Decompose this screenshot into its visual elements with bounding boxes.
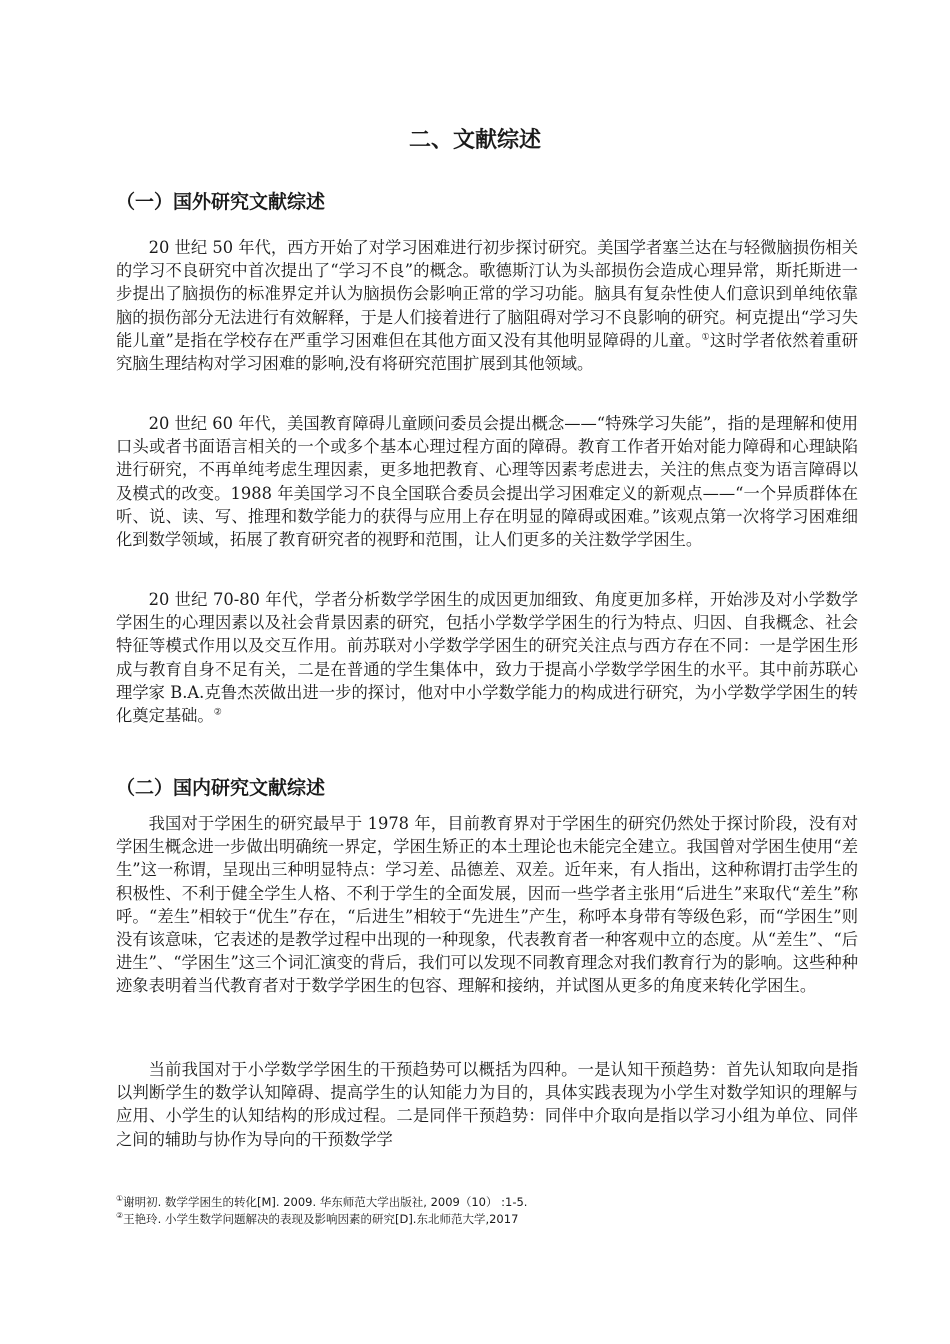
paragraph (116, 236, 858, 375)
paragraph: 我国对于学困生的研究最早于 1978 年，目前教育界对于学困生的研究仍然处于探讨阶段，没有对学困生概念进一步做出明确统一界定，学困生矫正的本土理论也未能完全建立。我国曾对学困生使用“差生”这一称谓，呈现出三种明显特点：学习差、品德差、双差。近年来，有人指出，这种称谓打击学生的积极性、不利于健全学生人格、不利于学生的全面发展，因而一些学者主张用“后进生”来取代“差生”称呼。“差生”相较于“优生”存在，“后进生”相较于“先进生”产生，称呼本身带有等级色彩，而“学困生”则没有该意味，它表述的是教学过程中出现的一种现象，代表教育者一种客观中立的态度。从“差生”、“后进生”、“学困生”这三个词汇演变的背后，我们可以发现不同教育理念对我们教育行为的影响。这些种种迹象表明着当代教育者对于数学学困生的包容、理解和接纳，并试图从更多的角度来转化学困生。 (116, 814, 858, 996)
section-heading-domestic: （二）国内研究文献综述 (116, 777, 326, 799)
paragraph-text: 20 世纪 70-80 年代，学者分析数学学困生的成因更加细致、角度更加多样，开始涉及对小学数学学困生的心理因素以及社会背景因素的研究，包括小学数学学困生的行为特点、归因、自我概念、社会特征等模式作用以及交互作用。前苏联对小学数学学困生的研究关注点与西方存在不同：一是学困生形成与教育自身不足有关，二是在普通的学生集体中，致力于提高小学数学学困生的水平。其中前苏联心理学家 B.A.克鲁杰茨做出进一步的探讨，他对中小学数学能力的构成进行研究，为小学数学学困生的转化奠定基础。 (116, 590, 858, 726)
paragraph (116, 588, 858, 727)
footnote (116, 1194, 858, 1211)
footnote-mark: ② (116, 1211, 124, 1221)
paragraph: 20 世纪 60 年代，美国教育障碍儿童顾问委员会提出概念——“特殊学习失能”，指的是理解和使用口头或者书面语言相关的一个或多个基本心理过程方面的障碍。教育工作者开始对能力障碍和心理缺陷进行研究，不再单纯考虑生理因素，更多地把教育、心理等因素考虑进去，关注的焦点变为语言障碍以及模式的改变。1988 年美国学习不良全国联合委员会提出学习困难定义的新观点——“一个异质群体在听、说、读、写、推理和数学能力的获得与应用上存在明显的障碍或困难。”该观点第一次将学习困难细化到数学领域，拓展了教育研究者的视野和范围，让人们更多的关注数学学困生。 (116, 414, 858, 550)
paragraph: 当前我国对于小学数学学困生的干预趋势可以概括为四种。一是认知干预趋势：首先认知取向是指以判断学生的数学认知障碍、提高学生的认知能力为目的，具体实践表现为小学生对数学知识的理解与应用、小学生的认知结构的形成过程。二是同伴干预趋势：同伴中介取向是指以学习小组为单位、同伴之间的辅助与协作为导向的干预数学学 (116, 1060, 858, 1149)
footnote-mark: ① (116, 1194, 124, 1204)
paragraph-text: 20 世纪 50 年代，西方开始了对学习困难进行初步探讨研究。美国学者塞兰达在与轻微脑损伤相关的学习不良研究中首次提出了“学习不良”的概念。歌德斯汀认为头部损伤会造成心理异常，斯托斯进一步提出了脑损伤的标准界定并认为脑损伤会影响正常的学习功能。脑具有复杂性使人们意识到单纯依靠脑的损伤部分无法进行有效解释，于是人们接着进行了脑阻碍对学习不良影响的研究。柯克提出“学习失能儿童”是指在学校存在严重学习困难但在其他方面又没有其他明显障碍的儿童。 (116, 238, 858, 350)
footnotes (116, 1194, 858, 1228)
paragraph-text: 这时学者依然着重研究脑生理结构对学习困难的影响,没有将研究范围扩展到其他领域。 (116, 330, 858, 374)
footnote-ref: ① (701, 332, 710, 343)
page-title: 二、文献综述 (408, 128, 541, 153)
footnote-ref: ② (213, 707, 222, 718)
footnote-text: 谢明初. 数学学困生的转化[M]. 2009. 华东师范大学出版社, 2009（10） :1-5. (123, 1195, 528, 1209)
footnote-text: 王艳玲. 小学生数学问题解决的表现及影响因素的研究[D].东北师范大学,2017 (123, 1212, 519, 1226)
section-heading-foreign: （一）国外研究文献综述 (116, 191, 326, 213)
footnote (116, 1211, 858, 1228)
